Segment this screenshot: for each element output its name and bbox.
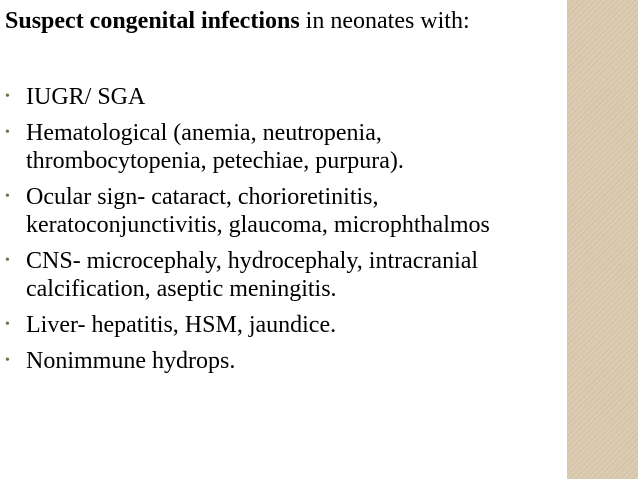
bullet-dot-icon: • [5, 189, 10, 204]
bullet-dot-icon: • [5, 125, 10, 140]
bullet-dot-icon: • [5, 89, 10, 104]
bullet-list [5, 83, 565, 375]
bullet-item-ocular [5, 183, 565, 239]
bullet-text: IUGR/ SGA [26, 84, 146, 110]
bullet-text: CNS- microcephaly, hydrocephaly, intracranial calcification, aseptic meningitis. [26, 248, 479, 302]
slide-heading [5, 7, 565, 35]
bullet-item-hematological [5, 119, 565, 175]
bullet-item-cns [5, 247, 565, 303]
bullet-dot-icon: • [5, 253, 10, 268]
slide-content [5, 7, 565, 383]
bullet-text: Ocular sign- cataract, chorioretinitis, keratoconjunctivitis, glaucoma, microphthalmos [26, 184, 490, 238]
bullet-text: Liver- hepatitis, HSM, jaundice. [26, 312, 337, 338]
heading-bold-text: Suspect congenital infections [5, 8, 300, 34]
bullet-text: Hematological (anemia, neutropenia, thrombocytopenia, petechiae, purpura). [26, 120, 404, 174]
bullet-text: Nonimmune hydrops. [26, 348, 236, 374]
bullet-item-iugr [5, 83, 565, 111]
decorative-side-bar [567, 0, 638, 479]
bullet-dot-icon: • [5, 353, 10, 368]
bullet-dot-icon: • [5, 317, 10, 332]
bullet-item-hydrops [5, 347, 565, 375]
heading-rest-text: in neonates with: [299, 8, 470, 34]
bullet-item-liver [5, 311, 565, 339]
